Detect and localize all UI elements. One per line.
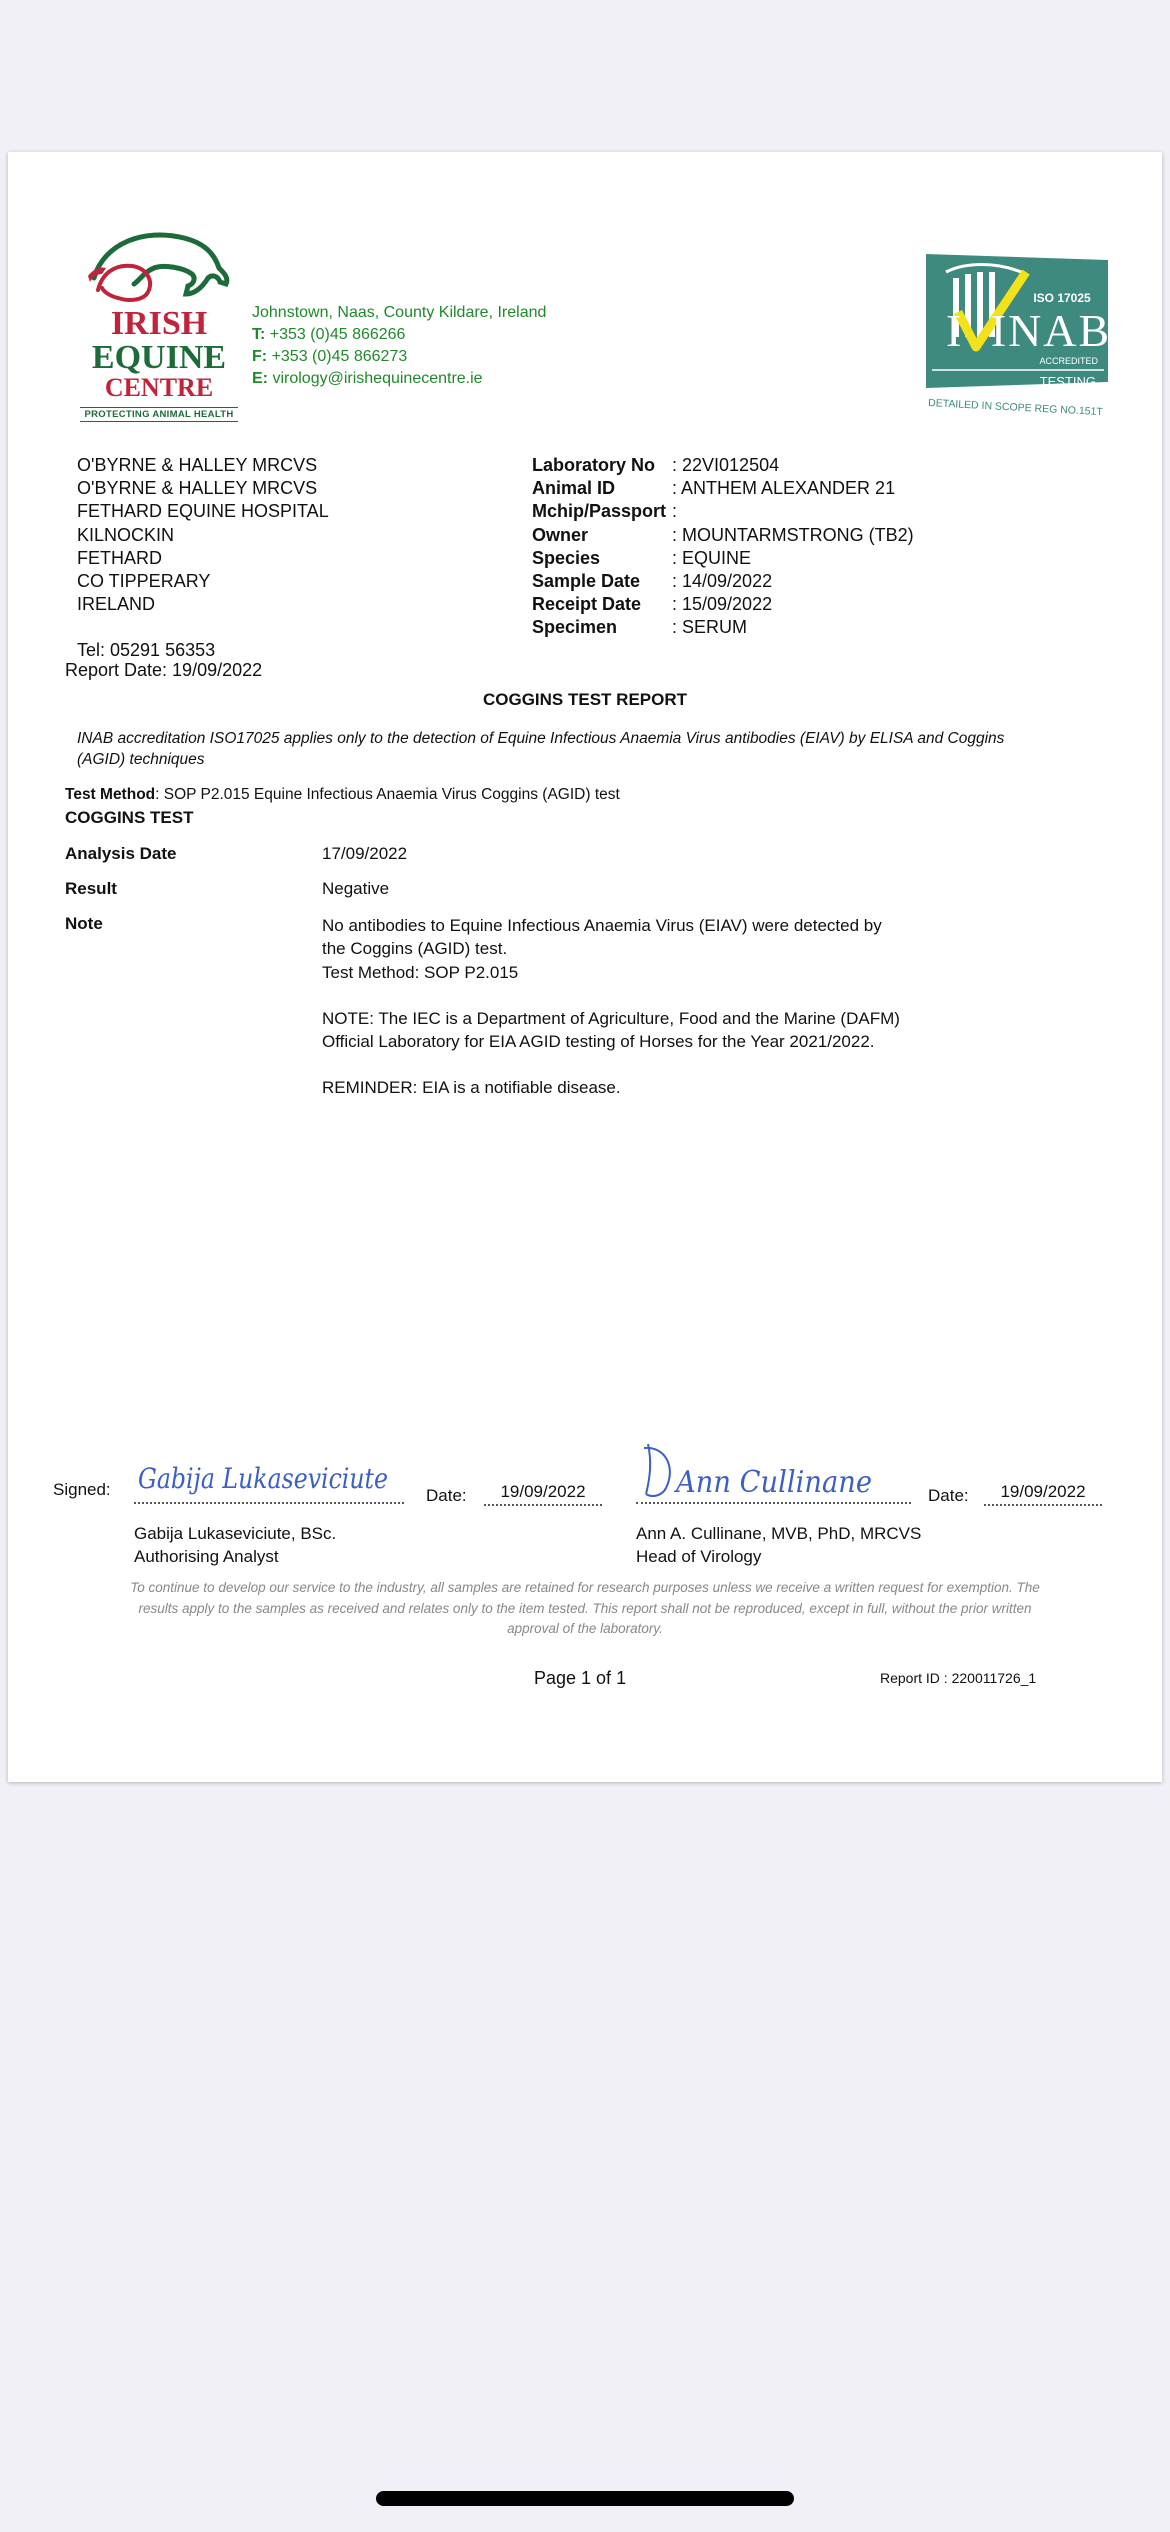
analyst-name: Gabija Lukaseviciute, BSc. <box>134 1524 337 1543</box>
test-method-value: : SOP P2.015 Equine Infectious Anaemia Virus Coggins (AGID) test <box>155 786 620 803</box>
test-method-label: Test Method <box>65 786 156 803</box>
note-paragraph: No antibodies to Equine Infectious Anaemia Virus (EIAV) were detected by the Coggins (AGID) test. <box>322 916 882 959</box>
lab-info-row <box>532 454 914 477</box>
addressee-block <box>77 454 329 616</box>
lab-info-row <box>532 570 914 593</box>
lab-info-value: : MOUNTARMSTRONG (TB2) <box>672 524 914 545</box>
inab-scope-text: DETAILED IN SCOPE REG NO.151T <box>927 397 1104 419</box>
note-paragraph: Test Method: SOP P2.015 <box>322 962 519 982</box>
lab-info-value: : EQUINE <box>672 547 752 568</box>
lab-info-label: Animal ID <box>532 478 616 499</box>
head-signature-script: Ann Cullinane <box>673 1465 872 1500</box>
analyst-date-label: Date: <box>426 1486 467 1505</box>
letterhead-contact <box>252 302 546 390</box>
laboratory-info <box>532 454 914 640</box>
irish-equine-centre-logo <box>74 218 244 428</box>
lab-info-label: Species <box>532 547 601 568</box>
analyst-date-value: 19/09/2022 <box>484 1482 602 1506</box>
address-line: Johnstown, Naas, County Kildare, Ireland <box>252 304 547 321</box>
disclaimer: To continue to develop our service to the industry, all samples are retained for research purposes unless we receive a written request for exemption. The results apply to the samples as received and relates only to the item tested. This report shall not be reproduced, except in full, without the prior written approval of the laboratory. <box>130 1580 1040 1636</box>
email-value: virology@irishequinecentre.ie <box>272 370 483 387</box>
lab-info-row <box>532 593 914 616</box>
addressee-line: FETHARD EQUINE HOSPITAL <box>77 501 329 522</box>
lab-info-label: Specimen <box>532 617 618 638</box>
addressee-line: CO TIPPERARY <box>77 571 211 592</box>
head-name: Ann A. Cullinane, MVB, PhD, MRCVS <box>636 1524 922 1543</box>
lab-info-row <box>532 500 914 523</box>
analysis-date-label: Analysis Date <box>65 844 177 863</box>
analyst-signer <box>134 1522 336 1568</box>
logo-word-irish: IRISH <box>110 305 208 342</box>
lab-info-row <box>532 616 914 639</box>
note-paragraph: NOTE: The IEC is a Department of Agriculture, Food and the Marine (DAFM) Official Laboratory for EIA AGID testing of Horses for the Year 2021/2022. <box>322 1008 900 1052</box>
result-value: Negative <box>322 879 390 898</box>
signed-label: Signed: <box>53 1480 111 1499</box>
logo-word-equine: EQUINE <box>91 339 227 376</box>
page-number: Page 1 of 1 <box>534 1668 627 1688</box>
home-indicator[interactable] <box>376 2491 794 2506</box>
lab-info-value: : 22VI012504 <box>672 455 780 475</box>
head-role: Head of Virology <box>636 1547 762 1566</box>
logo-tagline: PROTECTING ANIMAL HEALTH <box>80 407 238 422</box>
inab-name-text: INAB <box>990 305 1112 356</box>
addressee-line: IRELAND <box>77 594 156 615</box>
inab-testing-text: TESTING <box>1039 374 1096 389</box>
inab-accreditation-logo <box>926 252 1116 422</box>
note-label: Note <box>65 914 103 933</box>
logo-word-centre: CENTRE <box>104 373 214 402</box>
addressee-line: O'BYRNE & HALLEY MRCVS <box>77 455 318 475</box>
inab-badge-icon <box>926 252 1116 422</box>
addressee-tel: Tel: 05291 56353 <box>77 640 216 660</box>
report-page <box>8 152 1162 1782</box>
addressee-line: KILNOCKIN <box>77 524 175 545</box>
head-signature <box>636 1438 876 1506</box>
horse-emblem-icon <box>74 218 244 308</box>
fax-label: F: <box>252 348 268 365</box>
head-date-label: Date: <box>928 1486 969 1505</box>
analyst-signature-line <box>134 1502 404 1504</box>
report-title: COGGINS TEST REPORT <box>482 690 688 709</box>
inab-accreditation-note: INAB accreditation ISO17025 applies only to the detection of Equine Infectious Anaemia Virus antibodies (EIAV) by ELISA and Coggins (AGID) techniques <box>77 730 1005 768</box>
lab-info-value: : ANTHEM ALEXANDER 21 <box>672 478 896 499</box>
report-id: Report ID : 220011726_1 <box>880 1670 1037 1686</box>
report-date: Report Date: 19/09/2022 <box>65 660 263 680</box>
lab-info-label: Sample Date <box>532 571 641 592</box>
lab-info-label: Owner <box>532 524 589 545</box>
addressee-line: O'BYRNE & HALLEY MRCVS <box>77 478 318 499</box>
head-signature-line <box>636 1502 911 1504</box>
analyst-role: Authorising Analyst <box>134 1547 279 1566</box>
lab-info-row <box>532 477 914 500</box>
result-label: Result <box>65 879 117 898</box>
lab-info-label: Mchip/Passport <box>532 501 667 522</box>
lab-info-value: : <box>672 501 678 522</box>
inab-i-glyph: I <box>946 305 962 356</box>
inab-iso-text: ISO 17025 <box>1033 291 1091 305</box>
lab-info-value: : 15/09/2022 <box>672 594 773 615</box>
test-method <box>65 786 620 804</box>
section-heading: COGGINS TEST <box>65 808 194 827</box>
analyst-signature-script: Gabija Lukaseviciute <box>138 1462 388 1495</box>
note-paragraph: REMINDER: EIA is a notifiable disease. <box>322 1078 621 1098</box>
analysis-date-value: 17/09/2022 <box>322 844 408 863</box>
lab-info-row <box>532 524 914 547</box>
lab-info-label: Laboratory No <box>532 455 656 475</box>
email-label: E: <box>252 370 268 387</box>
lab-info-label: Receipt Date <box>532 594 642 615</box>
lab-info-value: : SERUM <box>672 617 748 638</box>
addressee-line: FETHARD <box>77 547 162 568</box>
phone-label: T: <box>252 326 266 343</box>
lab-info-value: : 14/09/2022 <box>672 571 773 592</box>
inab-accredited-text: ACCREDITED <box>1039 356 1098 366</box>
head-signer <box>636 1522 921 1568</box>
note-text <box>322 914 902 1100</box>
analyst-signature <box>134 1448 394 1506</box>
fax-value: +353 (0)45 866273 <box>271 348 408 365</box>
lab-info-row <box>532 547 914 570</box>
phone-value: +353 (0)45 866266 <box>269 326 406 343</box>
head-date-value: 19/09/2022 <box>984 1482 1102 1506</box>
